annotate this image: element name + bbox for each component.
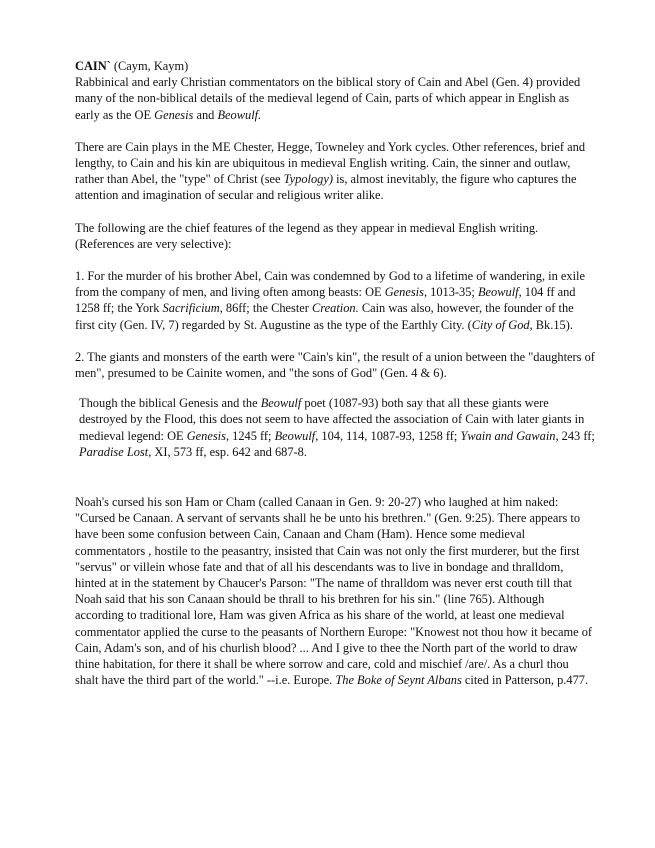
paragraph-features-intro — [75, 220, 595, 252]
paragraph-intro — [75, 74, 595, 123]
paragraph-plays — [75, 139, 595, 204]
text-run: , 86ff; the Chester — [219, 301, 313, 316]
text-run: , 243 ff; — [555, 428, 595, 443]
italic-run: Paradise Lost — [79, 444, 149, 459]
italic-run: Genesis — [186, 428, 226, 443]
text-run: , Bk.15). — [529, 317, 573, 332]
text-run: , 104 ff and 1258 ff; the York — [75, 285, 576, 316]
text-run: Though the biblical Genesis and the — [79, 396, 261, 411]
text-run: cited in Patterson, p.477. — [461, 673, 589, 688]
text-run: There are Cain plays in the ME Chester, Hegge, Towneley and York cycles. Other references, brief and lengthy, to Cain and his kin are ubiquitous in medieval English writing. Cain, the sinner and outlaw, rather than Abel, the "type" of Christ (see — [75, 139, 586, 187]
italic-run: City of God — [471, 317, 530, 332]
text-run: , 1013-35; — [423, 285, 478, 300]
document-page — [75, 58, 595, 689]
text-run: Noah's cursed his son Ham or Cham (called Canaan in Gen. 9: 20-27) who laughed at him naked: "Cursed be Canaan. A servant of servants shall he be unto his brethren." (Gen. 9:25). There appears to have been some confusion between Cain, Canaan and Cham (Ham). Hence some medieval commentators , hostile to the peasantry, insisted that Cain was not only the first murderer, but the first "servus" or villein whose fate and that of all his descendants was to live in bondage and thralldom, hinted at in the statement by Chaucer's Parson: "The name of thralldom was never erst couth till that Noah said that his son Canaan should be thrall to his brethren for his sin." (line 765). Although according to traditional lore, Ham was given Africa as his share of the world, at least one medieval commentator applied the curse to the peasants of Northern Europe: "Knowest not thou how it became of Cain, Adam's son, and of his churlish blood? ... And I give to thee the North part of the world to draw thine habitation, for there it shall be where sorrow and care, cold and mischief /are/. As a churl thou shalt have the third part of the world." --i.e. Europe. — [75, 495, 593, 688]
italic-run: Ywain and Gawain — [460, 428, 556, 443]
italic-run: Sacrificium — [162, 301, 220, 316]
italic-run: Typology) — [283, 172, 333, 187]
paragraph-ham — [75, 494, 595, 688]
italic-run: Genesis — [384, 285, 424, 300]
text-run: poet (1087-93) both say that all these giants were destroyed by the Flood, this does not seem to have affected the association of Cain with later giants in medieval legend: OE — [79, 396, 585, 443]
text-run: 1. For the murder of his brother Abel, Cain was condemned by God to a lifetime of wandering, in exile from the company of men, and living often among beasts: OE — [75, 269, 585, 300]
text-run: , 1245 ff; — [225, 428, 275, 443]
text-run: The following are the chief features of the legend as they appear in medieval English writing. (References are very selective): — [75, 220, 539, 251]
italic-run: Creation. — [312, 301, 359, 316]
paragraph-giants — [75, 395, 595, 460]
text-run: , 104, 114, 1087-93, 1258 ff; — [315, 428, 461, 443]
italic-run: Beowulf. — [217, 107, 262, 122]
text-run: Rabbinical and early Christian commentators on the biblical story of Cain and Abel (Gen. 4) provided many of the non-biblical details of the medieval legend of Cain, parts of which appear in English as early as the OE — [75, 75, 581, 122]
text-run: is, almost inevitably, the figure who captures the attention and imagination of secular and religious writer alike. — [75, 172, 577, 203]
paragraph-point-2 — [75, 349, 595, 381]
text-run: 2. The giants and monsters of the earth were "Cain's kin", the result of a union between the "daughters of men", presumed to be Cainite women, and "the sons of God" (Gen. 4 & 6). — [75, 349, 595, 381]
entry-title: CAIN` — [75, 59, 111, 73]
entry-heading — [75, 58, 595, 74]
entry-variants: (Caym, Kaym) — [110, 59, 189, 73]
italic-run: Beowulf — [477, 285, 519, 300]
italic-run: Beowulf — [260, 396, 302, 411]
italic-run: Beowulf — [274, 428, 316, 443]
paragraph-point-1 — [75, 268, 595, 333]
text-run: and — [193, 107, 218, 122]
italic-run: The Boke of Seynt Albans — [335, 673, 462, 688]
italic-run: Genesis — [154, 107, 194, 122]
text-run: , XI, 573 ff, esp. 642 and 687-8. — [148, 444, 307, 459]
text-run: Cain was also, however, the founder of the first city (Gen. IV, 7) regarded by St. Augustine as the type of the Earthly City. ( — [75, 301, 574, 332]
